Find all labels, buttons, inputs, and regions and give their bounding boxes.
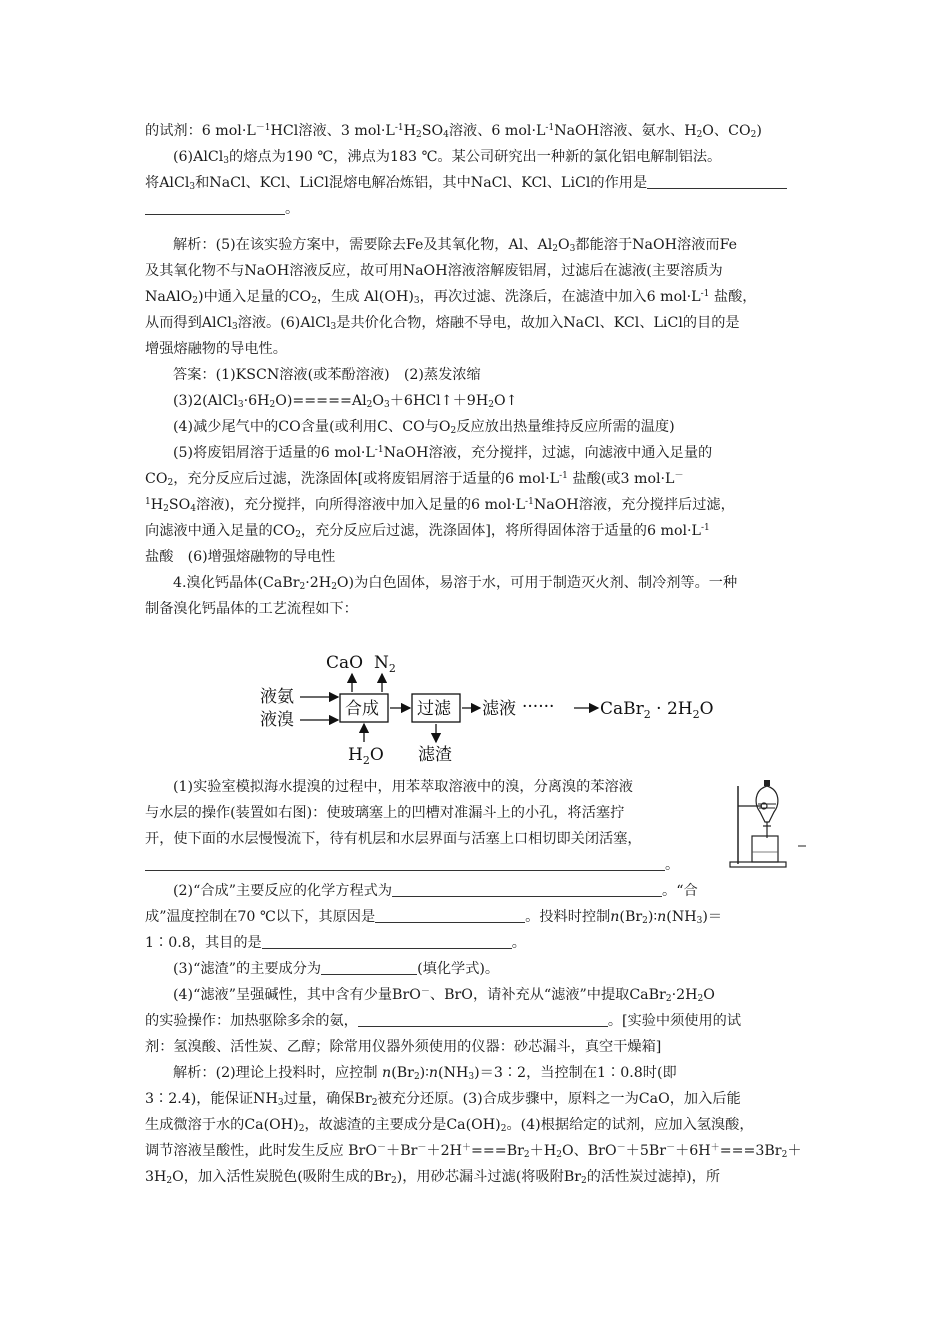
text-line: 开，使下面的水层慢慢流下，待有机层和水层界面与活塞上口相切即关闭活塞， <box>145 831 642 847</box>
text-line: 制备溴化钙晶体的工艺流程如下： <box>145 601 358 617</box>
question-4-1: (1)实验室模拟海水提溴的过程中，用苯萃取溶液中的溴，分离溴的苯溶液 <box>173 779 633 795</box>
answer-paragraph: 答案：(1)KSCN溶液(或苯酚溶液) (2)蒸发浓缩 <box>173 367 481 383</box>
flow-synthesis-label: 合成 <box>345 699 379 719</box>
process-flow-diagram <box>258 648 738 768</box>
text-line: 剂：氢溴酸、活性炭、乙醇；除常用仪器外须使用的仪器：砂芯漏斗，真空干燥箱] <box>145 1039 662 1055</box>
text-line: 增强熔融物的导电性。 <box>145 341 287 357</box>
document-page <box>145 118 810 622</box>
text-line: 。 <box>145 852 810 878</box>
text-line: 盐酸 (6)增强熔融物的导电性 <box>145 549 336 565</box>
answer-blank[interactable] <box>145 198 285 215</box>
text-line: 及其氧化物不与NaOH溶液反应，故可用NaOH溶液溶解废铝屑，过滤后在滤液(主要溶质为 <box>145 263 723 279</box>
text-line: $3H_2O$，加入活性炭脱色(吸附生成的$Br_2$)，用砂芯漏斗过滤(将吸附$Br_2$的活性炭过滤掉)，所 <box>145 1169 721 1186</box>
text-line: 3∶2.4)，能保证$NH_3$过量，确保$Br_2$被充分还原。(3)合成步骤中，原料之一为CaO，加入后能 <box>145 1091 741 1108</box>
text-line: 。 <box>145 196 810 222</box>
text-line: 与水层的操作(装置如右图)：使玻璃塞上的凹槽对准漏斗上的小孔，将活塞拧 <box>145 805 625 821</box>
text-line: 1∶0.8，其目的是 。 <box>145 930 810 956</box>
document-page-lower <box>145 774 810 1190</box>
flow-filtrate-label: 滤液 <box>482 699 516 719</box>
flow-cao-label: CaO <box>326 653 364 673</box>
flow-water-label: $H_2O$ <box>348 745 384 767</box>
answer-blank[interactable] <box>358 1010 608 1027</box>
text-line: NaAlO$_2$)中通入足量的$CO_2$，生成 $Al(OH)_3$，再次过滤、洗涤后，在滤渣中加入6 $mol\cdot L^{-1}$ 盐酸， <box>145 289 757 306</box>
flow-product-label: CaBr$_2$ · $2H_2O$ <box>600 699 714 721</box>
separatory-funnel-diagram <box>728 778 808 870</box>
question-4: 4.溴化钙晶体$(CaBr_2\cdot 2H_2O)$为白色固体，易溶于水，可用于制造灭火剂、制冷剂等。一种 <box>173 575 738 592</box>
text-line: 从而得到AlCl$_3$溶液。(6)AlCl$_3$是共价化合物，熔融不导电，故加入NaCl、KCl、LiCl的目的是 <box>145 315 740 332</box>
flow-liquid-bromine: 液溴 <box>260 710 294 730</box>
text-line: $^1H_2SO_4$溶液)，充分搅拌，向所得溶液中加入足量的6 $mol\cdot L^{-1}NaOH$溶液，充分搅拌后过滤， <box>145 497 735 514</box>
answer-blank[interactable] <box>375 906 525 923</box>
flow-residue-label: 滤渣 <box>418 745 452 765</box>
text-line: 将AlCl$_3$和NaCl、KCl、LiCl混熔电解冶炼铝，其中NaCl、KCl、LiCl的作用是 <box>145 170 810 196</box>
solution-paragraph-2: 解析：(2)理论上投料时，应控制 $n(Br_2)∶n(NH_3)=3∶2$，当控制在1∶0.8时(即 <box>173 1065 677 1082</box>
flow-liquid-ammonia: 液氨 <box>260 687 294 707</box>
text-line: (4)减少尾气中的CO含量(或利用C、CO与$O_2$反应放出热量维持反应所需的温度) <box>173 419 675 436</box>
text-line: 向滤液中通入足量的$CO_2$，充分反应后过滤，洗涤固体]，将所得固体溶于适量的6 $mol\cdot L^{-1}$ <box>145 523 710 540</box>
text-line: $(3)2(AlCl_3\cdot 6H_2O)=====Al_2O_3+6HCl↑+9H_2O↑$ <box>173 393 518 410</box>
text-line: $CO_2$，充分反应后过滤，洗涤固体[或将废铝屑溶于适量的6 $mol\cdot L^{-1}$ 盐酸(或3 mol·L－ <box>145 471 684 488</box>
question-4-4: (4)“滤液”呈强碱性，其中含有少量BrO－、BrO，请补充从“滤液”中提取$CaBr_2\cdot 2H_2O$ <box>173 987 715 1004</box>
text-line: 调节溶液呈酸性，此时发生反应 $BrO^-+Br^-+2H^+===Br_2+H_2O$、$BrO^-+5Br^-+6H^+===3Br_2+$ <box>145 1143 802 1160</box>
text-line: 生成微溶于水的$Ca(OH)_2$，故滤渣的主要成分是$Ca(OH)_2$。(4)根据给定的试剂，应加入氢溴酸， <box>145 1117 754 1134</box>
text-line: (5)将废铝屑溶于适量的6 $mol\cdot L^{-1}NaOH$溶液，充分搅拌，过滤，向滤液中通入足量的 <box>173 445 713 461</box>
text-line: 的实验操作：加热驱除多余的氨， 。[实验中须使用的试 <box>145 1008 810 1034</box>
text-line: 成”温度控制在70 ℃以下，其原因是 。投料时控制$n(Br_2)∶n(NH_3)=$ <box>145 904 810 930</box>
question-4-3: (3)“滤渣”的主要成分为 (填化学式)。 <box>145 956 810 982</box>
flow-n2-label: $N_2$ <box>374 653 396 675</box>
flow-dots: ······ <box>522 697 555 717</box>
answer-blank[interactable] <box>321 958 417 975</box>
answer-blank[interactable] <box>647 172 787 189</box>
text-line: 的试剂：6 $mol\cdot L^{-1}HCl$溶液、3 $mol\cdot L^{-1}H_2SO_4$溶液、6 $mol\cdot L^{-1}NaOH$溶液、氨水、$H_2O$、$CO_2$) <box>145 123 762 140</box>
flow-filtration-label: 过滤 <box>417 699 451 719</box>
answer-blank[interactable] <box>392 880 662 897</box>
solution-paragraph: 解析：(5)在该实验方案中，需要除去Fe及其氧化物，Al、$Al_2O_3$都能溶于NaOH溶液而Fe <box>173 237 738 254</box>
question-4-2: (2)“合成”主要反应的化学方程式为 。“合 <box>145 878 810 904</box>
question-6: (6)AlCl$_3$的熔点为190 ℃，沸点为183 ℃。某公司研究出一种新的氯化铝电解制铝法。 <box>173 149 722 166</box>
answer-blank[interactable] <box>262 932 512 949</box>
answer-blank[interactable] <box>145 854 665 871</box>
